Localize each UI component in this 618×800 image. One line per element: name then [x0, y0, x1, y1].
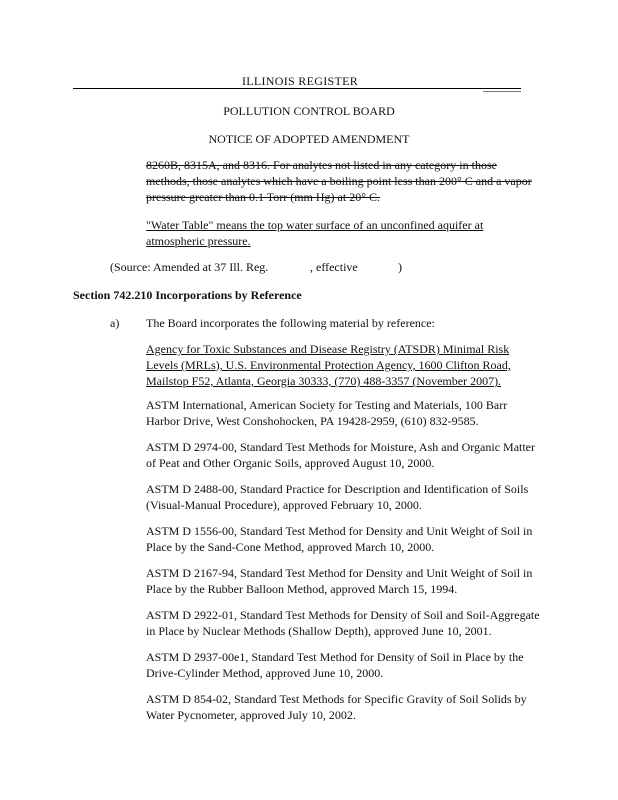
- reference-item: [146, 397, 507, 429]
- struck-line: 8260B, 8315A, and 8316. For analytes not listed in any category in those: [146, 158, 497, 172]
- reference-line: ASTM D 2488-00, Standard Practice for Description and Identification of Soils: [146, 482, 529, 496]
- reference-line: ASTM D 854-02, Standard Test Methods for Specific Gravity of Soil Solids by: [146, 692, 527, 706]
- source-effective: , effective: [310, 260, 358, 274]
- reference-line: ASTM D 2922-01, Standard Test Methods for Density of Soil and Soil-Aggregate: [146, 608, 540, 622]
- reference-line: Harbor Drive, West Conshohocken, PA 19428-2959, (610) 832-9585.: [146, 414, 479, 428]
- reference-line: ASTM D 2974-00, Standard Test Methods for Moisture, Ash and Organic Matter: [146, 440, 536, 454]
- reference-line: Drive-Cylinder Method, approved June 10, 2000.: [146, 666, 384, 680]
- reference-line: Agency for Toxic Substances and Disease Registry (ATSDR) Minimal Risk: [146, 342, 510, 356]
- source-close: ): [398, 260, 402, 274]
- header-rule: [73, 88, 521, 89]
- reference-line: ASTM D 1556-00, Standard Test Method for Density and Unit Weight of Soil in: [146, 524, 533, 538]
- reference-item: [146, 691, 527, 723]
- reference-line: Mailstop F52, Atlanta, Georgia 30333, (770) 488-3357 (November 2007).: [146, 374, 502, 388]
- source-prefix: (Source: Amended at 37 Ill. Reg.: [110, 260, 269, 274]
- subsection-label: a): [110, 316, 120, 330]
- section-heading: Section 742.210 Incorporations by Reference: [73, 288, 302, 302]
- definition-line: "Water Table" means the top water surface of an unconfined aquifer at: [146, 218, 484, 232]
- reference-item: [146, 607, 540, 639]
- reference-line: Water Pycnometer, approved July 10, 2002.: [146, 708, 356, 722]
- struck-line: methods, those analytes which have a boiling point less than 200° C and a vapor: [146, 174, 532, 188]
- reference-line: Place by the Rubber Balloon Method, approved March 15, 1994.: [146, 582, 458, 596]
- reference-item: [146, 341, 511, 389]
- reference-line: ASTM International, American Society for Testing and Materials, 100 Barr: [146, 398, 508, 412]
- water-table-definition: [146, 217, 483, 249]
- register-title-text: ILLINOIS REGISTER: [241, 74, 359, 88]
- header-rule-short: [483, 91, 521, 92]
- reference-item: [146, 565, 532, 597]
- board-name: POLLUTION CONTROL BOARD: [223, 104, 395, 118]
- definition-line: atmospheric pressure.: [146, 234, 251, 248]
- reference-line: in Place by Nuclear Methods (Shallow Depth), approved June 10, 2001.: [146, 624, 492, 638]
- reference-line: (Visual-Manual Procedure), approved February 10, 2000.: [146, 498, 422, 512]
- reference-line: Levels (MRLs), U.S. Environmental Protection Agency, 1600 Clifton Road,: [146, 358, 511, 372]
- reference-item: [146, 649, 524, 681]
- reference-item: [146, 481, 528, 513]
- reference-line: of Peat and Other Organic Soils, approved August 10, 2000.: [146, 456, 435, 470]
- reference-line: ASTM D 2167-94, Standard Test Method for Density and Unit Weight of Soil in: [146, 566, 533, 580]
- reference-item: [146, 439, 535, 471]
- reference-line: Place by the Sand-Cone Method, approved March 10, 2000.: [146, 540, 435, 554]
- subsection-intro: The Board incorporates the following material by reference:: [146, 316, 435, 330]
- source-note: [110, 260, 268, 275]
- struck-line: pressure greater than 0.1 Torr (mm Hg) at 20° C.: [146, 190, 381, 204]
- reference-item: [146, 523, 532, 555]
- struck-definition: [146, 157, 532, 205]
- notice-title: NOTICE OF ADOPTED AMENDMENT: [208, 132, 410, 146]
- reference-line: ASTM D 2937-00e1, Standard Test Method for Density of Soil in Place by the: [146, 650, 524, 664]
